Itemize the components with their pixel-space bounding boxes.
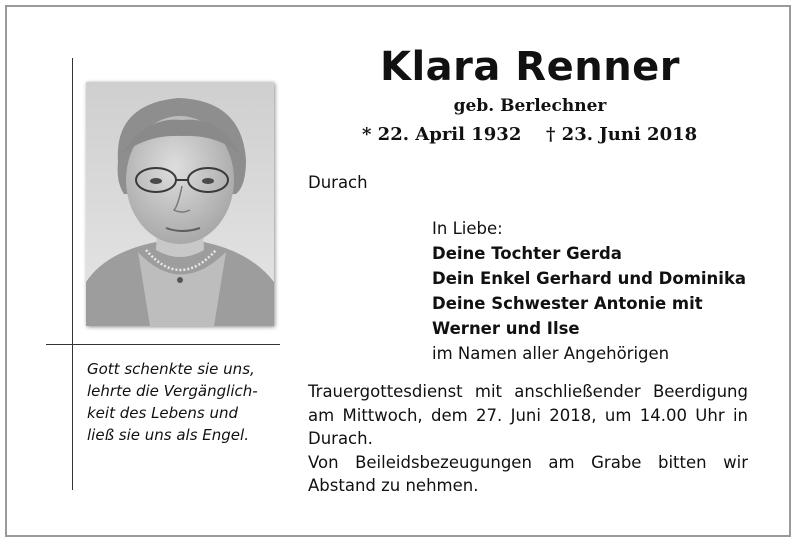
- verse-line: keit des Lebens und: [87, 404, 239, 422]
- service-line: am Mittwoch, dem 27. Juni 2018, um 14.00 Uhr in: [308, 405, 748, 425]
- mourners-block: [432, 216, 746, 366]
- verse-line: lehrte die Vergänglich-: [87, 382, 258, 400]
- place: Durach: [308, 173, 368, 192]
- service-line: Durach.: [308, 429, 373, 448]
- death-date: † 23. Juni 2018: [546, 124, 698, 145]
- mourners-closing: im Namen aller Angehörigen: [432, 344, 670, 363]
- horizontal-divider: [46, 344, 280, 345]
- service-line: Trauergottesdienst mit anschließender Beerdigung: [308, 382, 748, 401]
- service-line: Von Beileidsbezeugungen am Grabe bitten wir: [308, 452, 748, 472]
- deceased-name: Klara Renner: [379, 44, 681, 90]
- life-dates: [362, 124, 702, 145]
- mourner-line: Deine Schwester Antonie mit: [432, 294, 703, 313]
- service-line: Abstand zu nehmen.: [308, 476, 479, 495]
- memorial-verse: [87, 358, 287, 446]
- mourner-line: Werner und Ilse: [432, 319, 580, 338]
- mourners-intro: In Liebe:: [432, 219, 503, 238]
- verse-line: ließ sie uns als Engel.: [87, 426, 249, 444]
- mourner-line: Deine Tochter Gerda: [432, 244, 622, 263]
- birth-date: * 22. April 1932: [362, 124, 522, 145]
- birth-name: geb. Berlechner: [453, 96, 607, 116]
- verse-line: Gott schenkte sie uns,: [87, 360, 255, 378]
- vertical-divider: [72, 58, 73, 490]
- funeral-service-info: [308, 380, 748, 498]
- mourner-line: Dein Enkel Gerhard und Dominika: [432, 269, 747, 288]
- portrait-photo: [86, 82, 274, 326]
